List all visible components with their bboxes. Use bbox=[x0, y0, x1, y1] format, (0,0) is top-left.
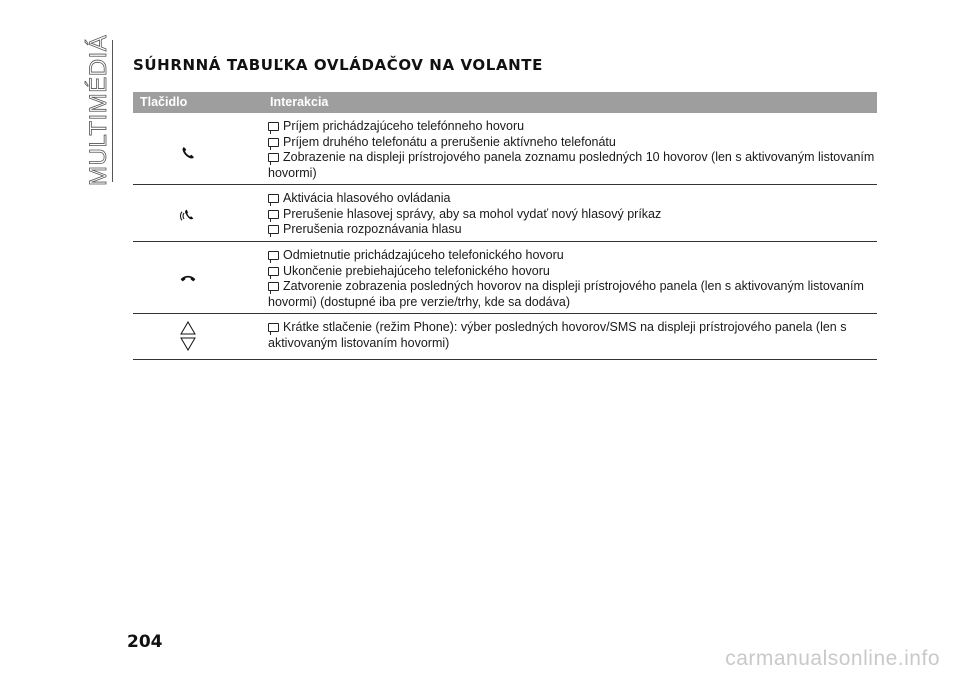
bullet-icon bbox=[268, 225, 279, 234]
voice-command-icon bbox=[173, 200, 203, 230]
interaction-line: Príjem druhého telefonátu a prerušenie aktívneho telefonátu bbox=[268, 135, 877, 151]
page-title: SÚHRNNÁ TABUĽKA OVLÁDAČOV NA VOLANTE bbox=[133, 56, 543, 74]
bullet-icon bbox=[268, 267, 279, 276]
interaction-line: Zatvorenie zobrazenia posledných hovorov na displeji prístrojového panela (len s aktivovaným listovaním hovormi) (dostupné iba pre verzie/trhy, kde sa dodáva) bbox=[268, 279, 864, 309]
bullet-icon bbox=[268, 210, 279, 219]
header-button: Tlačidlo bbox=[140, 95, 188, 109]
hang-up-icon bbox=[173, 263, 203, 293]
up-down-arrows-icon bbox=[173, 320, 203, 352]
bullet-icon bbox=[268, 153, 279, 162]
bullet-icon bbox=[268, 122, 279, 131]
interaction-line: Odmietnutie prichádzajúceho telefonického hovoru bbox=[268, 248, 877, 264]
table-row bbox=[133, 113, 877, 185]
page-number: 204 bbox=[127, 632, 163, 652]
controls-table bbox=[133, 92, 877, 360]
table-row bbox=[133, 185, 877, 242]
bullet-icon bbox=[268, 194, 279, 203]
table-header bbox=[133, 92, 877, 113]
table-row bbox=[133, 314, 877, 360]
side-tab-divider bbox=[112, 40, 113, 182]
interaction-line: Prerušenia rozpoznávania hlasu bbox=[268, 222, 877, 238]
section-label: MULTIMÉDIÁ bbox=[85, 34, 112, 186]
bullet-icon bbox=[268, 251, 279, 260]
interaction-line: Aktivácia hlasového ovládania bbox=[268, 191, 877, 207]
interaction-line: Príjem prichádzajúceho telefónneho hovoru bbox=[268, 119, 877, 135]
phone-icon bbox=[173, 138, 203, 168]
interaction-line: Zobrazenie na displeji prístrojového panela zoznamu posledných 10 hovorov (len s aktivovaným listovaním hovormi) bbox=[268, 150, 875, 180]
interaction-line: Prerušenie hlasovej správy, aby sa mohol vydať nový hlasový príkaz bbox=[268, 207, 877, 223]
section-side-tab bbox=[84, 34, 114, 186]
table-row bbox=[133, 242, 877, 314]
interaction-line: Ukončenie prebiehajúceho telefonického hovoru bbox=[268, 264, 877, 280]
header-interaction: Interakcia bbox=[270, 95, 329, 109]
interaction-line: Krátke stlačenie (režim Phone): výber posledných hovorov/SMS na displeji prístrojového panela (len s aktivovaným listovaním hovormi) bbox=[268, 320, 847, 350]
bullet-icon bbox=[268, 138, 279, 147]
bullet-icon bbox=[268, 323, 279, 332]
watermark: carmanualsonline.info bbox=[725, 647, 940, 670]
bullet-icon bbox=[268, 282, 279, 291]
